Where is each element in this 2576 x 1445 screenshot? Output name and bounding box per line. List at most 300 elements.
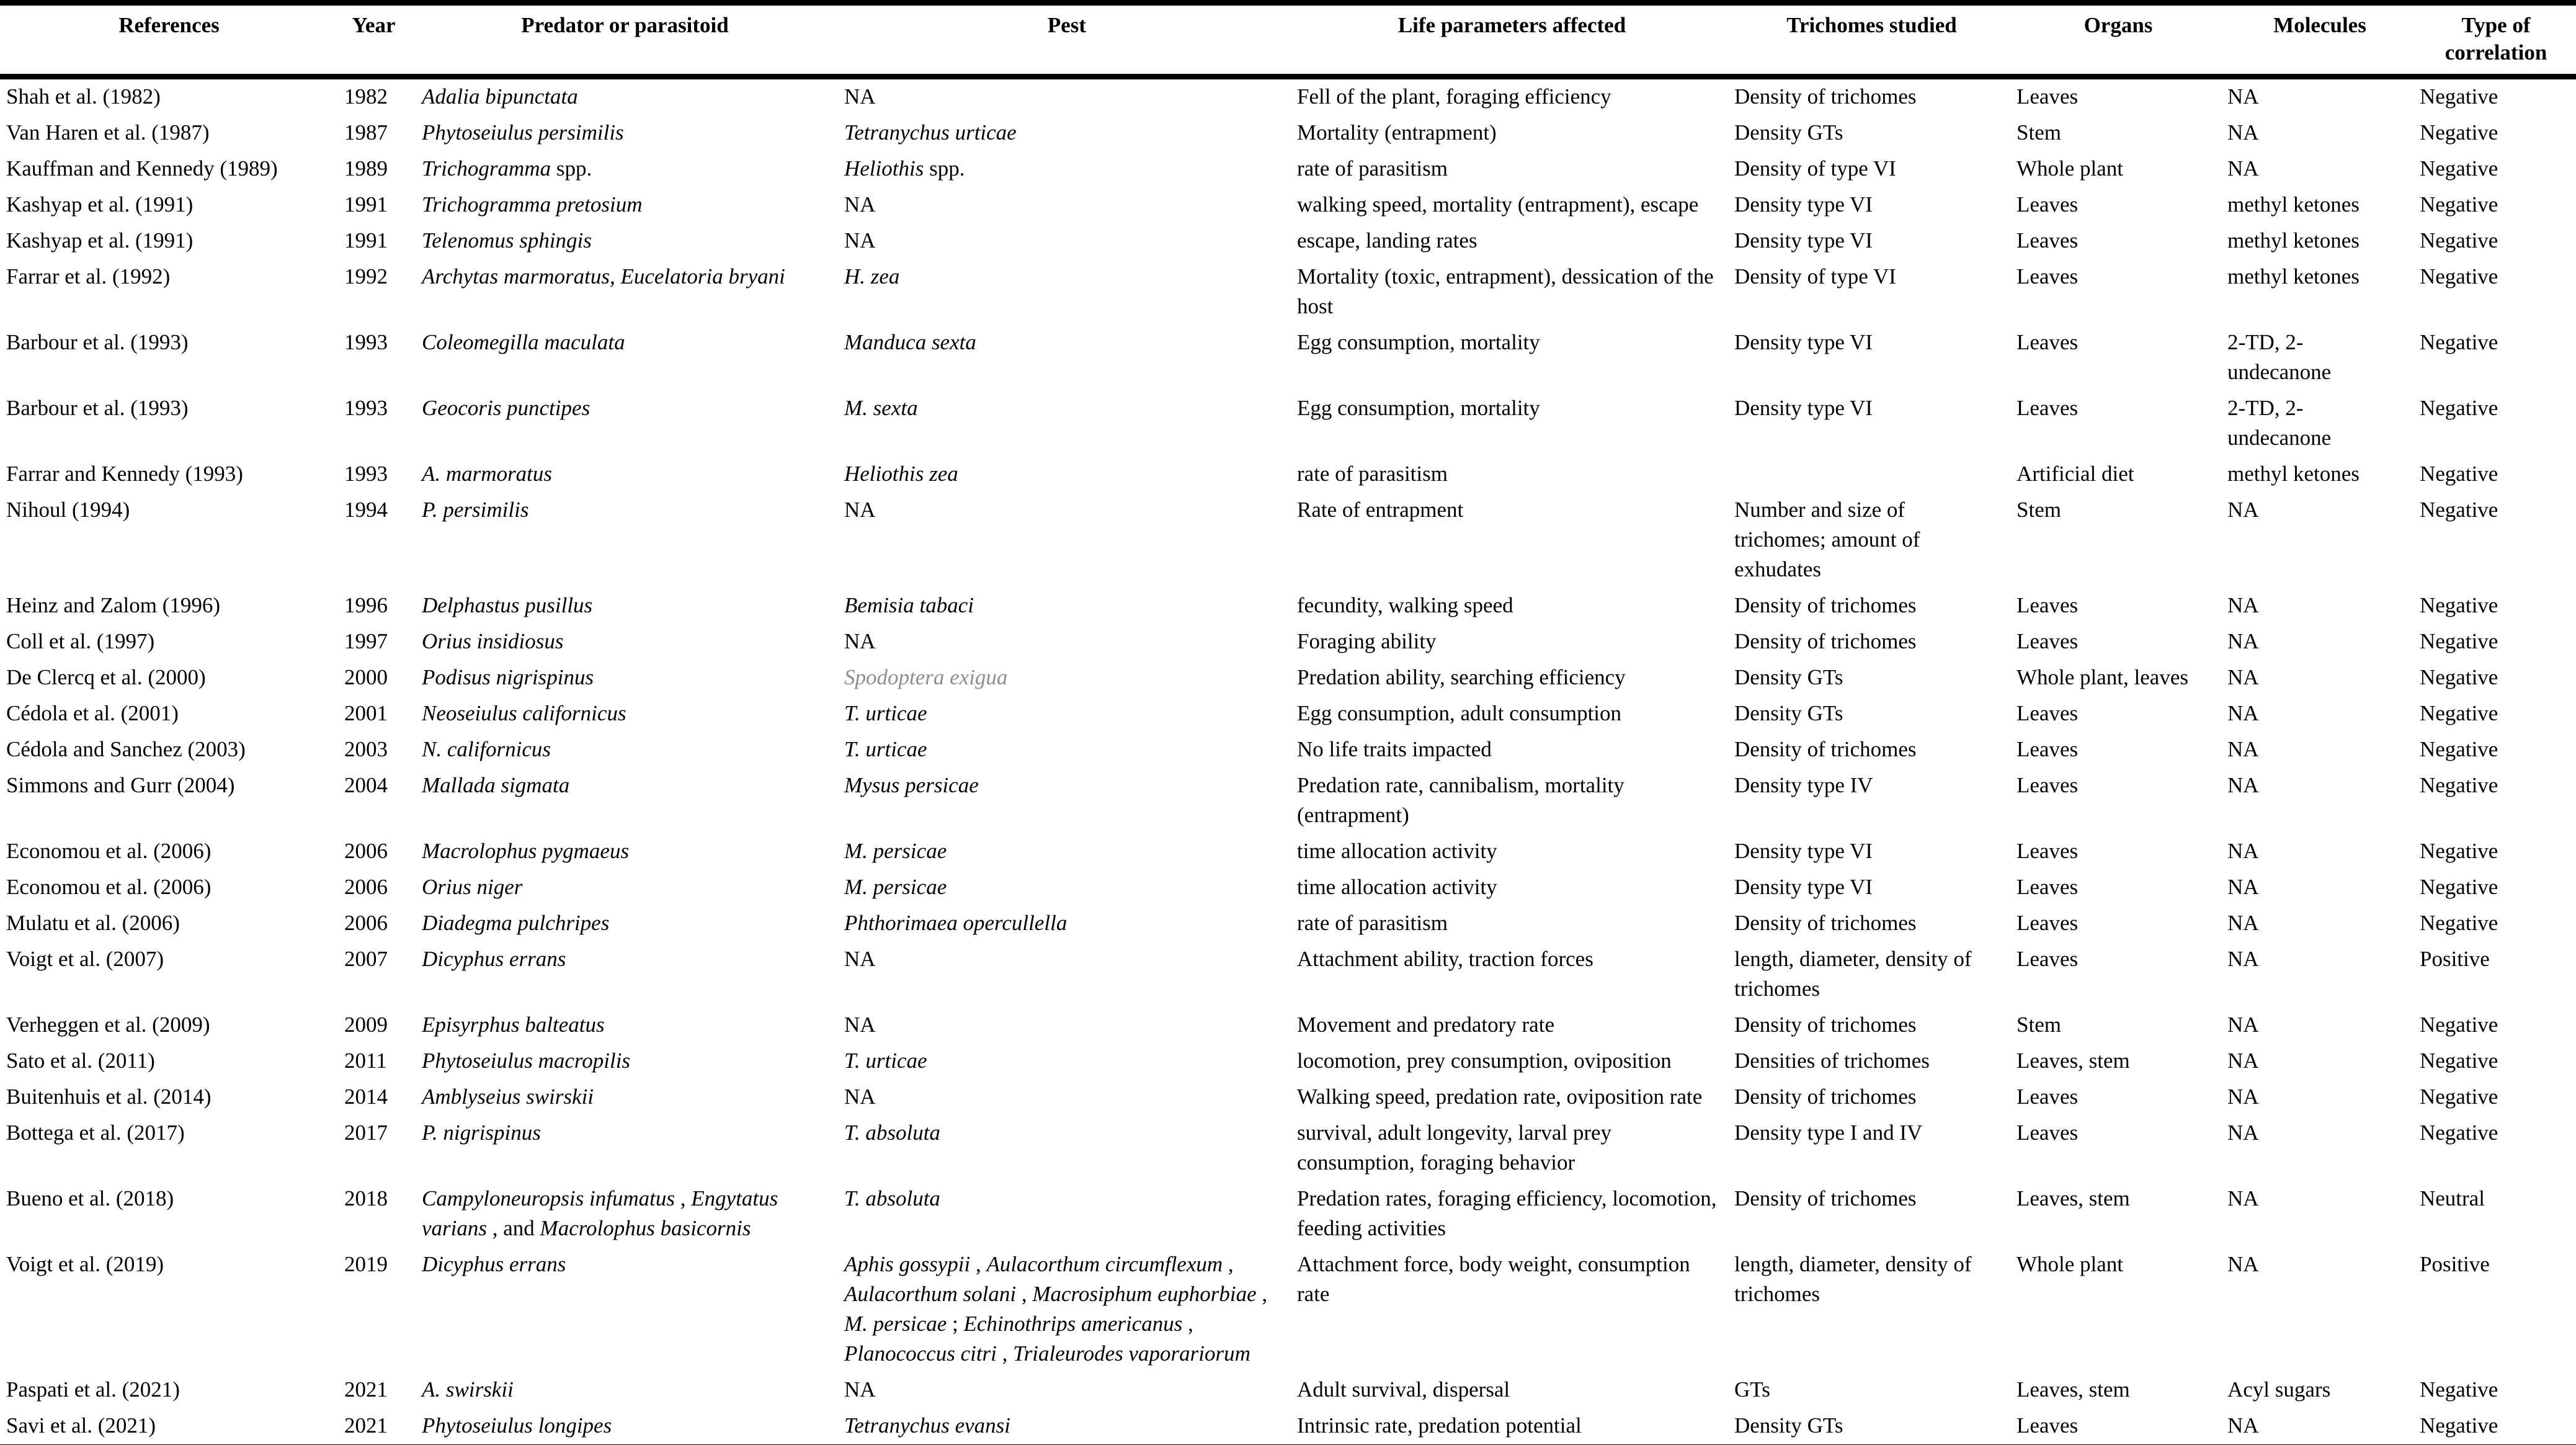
cell-molecules: NA xyxy=(2227,120,2259,145)
table-body xyxy=(0,77,2576,1445)
cell-year: 2018 xyxy=(344,1186,388,1210)
species-name: Heliothis zea xyxy=(844,462,958,486)
cell-year: 1989 xyxy=(344,156,388,181)
cell-life: Mortality (entrapment) xyxy=(1297,120,1497,145)
cell-life: No life traits impacted xyxy=(1297,737,1492,761)
cell-molecules: methyl ketones xyxy=(2227,192,2360,217)
species-name: Orius insidiosus xyxy=(422,629,564,653)
table-row xyxy=(0,906,2576,942)
cell-molecules: methyl ketones xyxy=(2227,264,2360,289)
cell-pest xyxy=(840,115,1293,151)
cell-predator xyxy=(409,115,840,151)
cell-organs: Leaves xyxy=(2017,84,2079,109)
cell-predator xyxy=(409,1008,840,1044)
column-header-year: Year xyxy=(352,13,396,37)
species-name: P. nigrispinus xyxy=(422,1121,541,1145)
cell-life: Mortality (toxic, entrapment), dessication of the host xyxy=(1297,264,1714,318)
cell-organs: Whole plant, leaves xyxy=(2017,665,2188,689)
table-row xyxy=(0,1408,2576,1445)
cell-correlation: Negative xyxy=(2420,1085,2498,1109)
cell-organs: Artificial diet xyxy=(2017,462,2134,486)
cell-pest xyxy=(840,77,1293,116)
cell-organs: Leaves xyxy=(2017,737,2079,761)
cell-life: Attachment ability, traction forces xyxy=(1297,947,1593,971)
cell-pest xyxy=(840,624,1293,660)
cell-organs: Leaves xyxy=(2017,629,2079,653)
cell-organs: Leaves xyxy=(2017,396,2079,420)
cell-molecules: NA xyxy=(2227,1121,2259,1145)
species-name: Amblyseius swirskii xyxy=(422,1085,594,1109)
cell-trichomes: Density of trichomes xyxy=(1734,593,1917,617)
cell-pest xyxy=(840,151,1293,187)
cell-pest xyxy=(840,493,1293,588)
cell-text: , xyxy=(996,1341,1014,1366)
cell-reference: Barbour et al. (1993) xyxy=(6,396,189,420)
cell-reference: De Clercq et al. (2000) xyxy=(6,665,206,689)
cell-molecules: NA xyxy=(2227,737,2259,761)
cell-pest xyxy=(840,942,1293,1008)
cell-text: NA xyxy=(844,498,876,522)
cell-pest xyxy=(840,187,1293,223)
cell-life: Movement and predatory rate xyxy=(1297,1013,1554,1037)
cell-text: NA xyxy=(844,1085,876,1109)
cell-organs: Leaves xyxy=(2017,1413,2079,1438)
cell-predator xyxy=(409,624,840,660)
column-header-molecules: Molecules xyxy=(2273,13,2366,37)
cell-life: survival, adult longevity, larval prey consumption, foraging behavior xyxy=(1297,1121,1612,1174)
cell-pest xyxy=(840,223,1293,259)
cell-year: 2017 xyxy=(344,1121,388,1145)
cell-organs: Stem xyxy=(2017,120,2061,145)
cell-pest xyxy=(840,906,1293,942)
cell-reference: Farrar et al. (1992) xyxy=(6,264,171,289)
species-name: Bemisia tabaci xyxy=(844,593,974,617)
cell-organs: Leaves xyxy=(2017,947,2079,971)
cell-organs: Leaves, stem xyxy=(2017,1186,2130,1210)
species-name: Podisus nigrispinus xyxy=(422,665,594,689)
cell-reference: Verheggen et al. (2009) xyxy=(6,1013,210,1037)
cell-reference: Bottega et al. (2017) xyxy=(6,1121,185,1145)
cell-predator xyxy=(409,870,840,906)
cell-predator xyxy=(409,77,840,116)
cell-life: Fell of the plant, foraging efficiency xyxy=(1297,84,1611,109)
cell-year: 2019 xyxy=(344,1252,388,1276)
table-row xyxy=(0,768,2576,834)
species-name: Campyloneuropsis infumatus xyxy=(422,1186,675,1210)
species-name: Tetranychus urticae xyxy=(844,120,1017,145)
cell-year: 1987 xyxy=(344,120,388,145)
species-name: H. zea xyxy=(844,264,900,289)
column-header-trichomes: Trichomes studied xyxy=(1786,13,1957,37)
species-name: M. persicae xyxy=(844,1312,947,1336)
cell-predator xyxy=(409,493,840,588)
table-row xyxy=(0,223,2576,259)
cell-molecules: NA xyxy=(2227,839,2259,863)
species-name: Dicyphus errans xyxy=(422,1252,566,1276)
table-row xyxy=(0,259,2576,325)
cell-life: Rate of entrapment xyxy=(1297,498,1464,522)
cell-trichomes: Density GTs xyxy=(1734,120,1843,145)
cell-text: NA xyxy=(844,84,876,109)
cell-pest xyxy=(840,1044,1293,1080)
cell-life: Intrinsic rate, predation potential xyxy=(1297,1413,1582,1438)
species-name: Trialeurodes vaporariorum xyxy=(1013,1341,1250,1366)
species-name: Phytoseiulus macropilis xyxy=(422,1049,631,1073)
header-row xyxy=(0,3,2576,77)
cell-correlation: Negative xyxy=(2420,701,2498,725)
cell-trichomes: Density of trichomes xyxy=(1734,1013,1917,1037)
cell-life: walking speed, mortality (entrapment), escape xyxy=(1297,192,1699,217)
cell-year: 1991 xyxy=(344,192,388,217)
cell-molecules: NA xyxy=(2227,629,2259,653)
cell-year: 2004 xyxy=(344,773,388,797)
table-row xyxy=(0,1008,2576,1044)
cell-year: 2011 xyxy=(344,1049,387,1073)
cell-pest xyxy=(840,1408,1293,1445)
cell-pest xyxy=(840,834,1293,870)
cell-organs: Leaves, stem xyxy=(2017,1049,2130,1073)
cell-correlation: Negative xyxy=(2420,1377,2498,1402)
cell-molecules: 2-TD, 2-undecanone xyxy=(2227,330,2332,384)
cell-life: rate of parasitism xyxy=(1297,462,1448,486)
cell-correlation: Negative xyxy=(2420,156,2498,181)
cell-molecules: 2-TD, 2-undecanone xyxy=(2227,396,2332,450)
table-row xyxy=(0,1080,2576,1116)
cell-organs: Whole plant xyxy=(2017,156,2124,181)
species-name: Aphis gossypii xyxy=(844,1252,971,1276)
table-row xyxy=(0,325,2576,391)
cell-molecules: NA xyxy=(2227,875,2259,899)
species-name: Adalia bipunctata xyxy=(422,84,578,109)
cell-reference: Simmons and Gurr (2004) xyxy=(6,773,235,797)
cell-organs: Leaves xyxy=(2017,839,2079,863)
cell-molecules: methyl ketones xyxy=(2227,462,2360,486)
cell-correlation: Negative xyxy=(2420,228,2498,253)
species-name: A. marmoratus xyxy=(422,462,553,486)
cell-pest xyxy=(840,325,1293,391)
cell-trichomes: Density type VI xyxy=(1734,192,1873,217)
cell-life: fecundity, walking speed xyxy=(1297,593,1513,617)
species-name: Tetranychus evansi xyxy=(844,1413,1010,1438)
cell-trichomes: Density type VI xyxy=(1734,330,1873,354)
cell-year: 1991 xyxy=(344,228,388,253)
cell-trichomes: Density GTs xyxy=(1734,1413,1843,1438)
cell-text: , and xyxy=(487,1216,540,1240)
cell-predator xyxy=(409,187,840,223)
cell-predator xyxy=(409,1408,840,1445)
cell-molecules: NA xyxy=(2227,665,2259,689)
cell-text: NA xyxy=(844,228,876,253)
cell-organs: Leaves xyxy=(2017,701,2079,725)
species-name: T. urticae xyxy=(844,1049,927,1073)
cell-correlation: Negative xyxy=(2420,192,2498,217)
cell-pest xyxy=(840,660,1293,696)
cell-year: 1982 xyxy=(344,84,388,109)
cell-text: , xyxy=(675,1186,692,1210)
cell-trichomes: length, diameter, density of trichomes xyxy=(1734,1252,1972,1306)
cell-molecules: NA xyxy=(2227,701,2259,725)
species-name: Manduca sexta xyxy=(844,330,976,354)
cell-reference: Buitenhuis et al. (2014) xyxy=(6,1085,212,1109)
cell-correlation: Neutral xyxy=(2420,1186,2485,1210)
cell-year: 2006 xyxy=(344,839,388,863)
species-name: M. persicae xyxy=(844,839,947,863)
cell-predator xyxy=(409,588,840,624)
cell-year: 2007 xyxy=(344,947,388,971)
cell-life: rate of parasitism xyxy=(1297,911,1448,935)
cell-pest xyxy=(840,696,1293,732)
cell-correlation: Negative xyxy=(2420,1413,2498,1438)
species-name: Echinothrips americanus xyxy=(963,1312,1183,1336)
cell-trichomes: Density of trichomes xyxy=(1734,1085,1917,1109)
cell-reference: Sato et al. (2011) xyxy=(6,1049,155,1073)
cell-text: spp. xyxy=(924,156,965,181)
table-row xyxy=(0,1372,2576,1408)
cell-text: NA xyxy=(844,1013,876,1037)
cell-text: NA xyxy=(844,629,876,653)
species-name: Neoseiulus californicus xyxy=(422,701,626,725)
cell-pest xyxy=(840,1008,1293,1044)
cell-pest xyxy=(840,1080,1293,1116)
cell-trichomes: Density of trichomes xyxy=(1734,737,1917,761)
species-name: Coleomegilla maculata xyxy=(422,330,625,354)
cell-predator xyxy=(409,906,840,942)
cell-life: time allocation activity xyxy=(1297,875,1497,899)
cell-correlation: Negative xyxy=(2420,498,2498,522)
table-row xyxy=(0,1044,2576,1080)
cell-reference: Heinz and Zalom (1996) xyxy=(6,593,221,617)
cell-predator xyxy=(409,1044,840,1080)
cell-pest xyxy=(840,1372,1293,1408)
cell-reference: Cédola et al. (2001) xyxy=(6,701,179,725)
cell-trichomes: GTs xyxy=(1734,1377,1770,1402)
cell-trichomes: Density type VI xyxy=(1734,875,1873,899)
cell-predator xyxy=(409,834,840,870)
species-name: A. swirskii xyxy=(422,1377,514,1402)
cell-life: rate of parasitism xyxy=(1297,156,1448,181)
cell-trichomes: Density of trichomes xyxy=(1734,84,1917,109)
cell-life: Egg consumption, mortality xyxy=(1297,330,1540,354)
species-name: Phytoseiulus longipes xyxy=(422,1413,612,1438)
cell-predator xyxy=(409,1080,840,1116)
cell-year: 1997 xyxy=(344,629,388,653)
table-row xyxy=(0,187,2576,223)
cell-molecules: NA xyxy=(2227,911,2259,935)
cell-correlation: Positive xyxy=(2420,1252,2490,1276)
cell-predator xyxy=(409,259,840,325)
species-name: Orius niger xyxy=(422,875,523,899)
species-name: Delphastus pusillus xyxy=(422,593,593,617)
cell-trichomes: Density of trichomes xyxy=(1734,911,1917,935)
species-name: Aulacorthum circumflexum xyxy=(986,1252,1223,1276)
cell-pest xyxy=(840,732,1293,768)
cell-organs: Leaves xyxy=(2017,773,2079,797)
cell-correlation: Negative xyxy=(2420,773,2498,797)
cell-correlation: Negative xyxy=(2420,737,2498,761)
cell-organs: Leaves xyxy=(2017,593,2079,617)
cell-molecules: NA xyxy=(2227,1013,2259,1037)
cell-text: , xyxy=(1016,1282,1033,1306)
cell-year: 1994 xyxy=(344,498,388,522)
species-name: M. sexta xyxy=(844,396,918,420)
cell-organs: Leaves xyxy=(2017,875,2079,899)
table-row xyxy=(0,115,2576,151)
cell-trichomes: Density type VI xyxy=(1734,839,1873,863)
species-name: P. persimilis xyxy=(422,498,529,522)
cell-year: 1993 xyxy=(344,396,388,420)
cell-trichomes: Density of trichomes xyxy=(1734,629,1917,653)
cell-reference: Cédola and Sanchez (2003) xyxy=(6,737,246,761)
table-row xyxy=(0,870,2576,906)
species-name: Dicyphus errans xyxy=(422,947,566,971)
table-row xyxy=(0,834,2576,870)
cell-year: 2003 xyxy=(344,737,388,761)
cell-trichomes: Density type VI xyxy=(1734,396,1873,420)
species-name: T. urticae xyxy=(844,701,927,725)
cell-molecules: NA xyxy=(2227,773,2259,797)
cell-year: 2021 xyxy=(344,1413,388,1438)
cell-predator xyxy=(409,325,840,391)
cell-life: Predation rate, cannibalism, mortality (entrapment) xyxy=(1297,773,1624,827)
species-name: Spodoptera exigua xyxy=(844,665,1008,689)
cell-molecules: NA xyxy=(2227,1186,2259,1210)
table-row xyxy=(0,732,2576,768)
table-row xyxy=(0,696,2576,732)
cell-correlation: Negative xyxy=(2420,1049,2498,1073)
cell-organs: Leaves xyxy=(2017,264,2079,289)
cell-predator xyxy=(409,732,840,768)
species-name: Aulacorthum solani xyxy=(844,1282,1017,1306)
cell-text: , xyxy=(1182,1312,1193,1336)
table-row xyxy=(0,151,2576,187)
cell-year: 2001 xyxy=(344,701,388,725)
cell-correlation: Negative xyxy=(2420,1121,2498,1145)
cell-reference: Paspati et al. (2021) xyxy=(6,1377,180,1402)
table-row xyxy=(0,942,2576,1008)
species-name: T. urticae xyxy=(844,737,927,761)
species-name: M. persicae xyxy=(844,875,947,899)
cell-text: , xyxy=(1223,1252,1234,1276)
cell-reference: Nihoul (1994) xyxy=(6,498,130,522)
cell-reference: Savi et al. (2021) xyxy=(6,1413,156,1438)
cell-trichomes: Density type VI xyxy=(1734,228,1873,253)
cell-correlation: Negative xyxy=(2420,1013,2498,1037)
cell-year: 1992 xyxy=(344,264,388,289)
cell-molecules: NA xyxy=(2227,1413,2259,1438)
cell-organs: Leaves xyxy=(2017,192,2079,217)
cell-reference: Voigt et al. (2007) xyxy=(6,947,164,971)
species-name: Mallada sigmata xyxy=(422,773,570,797)
column-header-life: Life parameters affected xyxy=(1397,13,1626,37)
cell-life: Egg consumption, adult consumption xyxy=(1297,701,1622,725)
cell-organs: Leaves, stem xyxy=(2017,1377,2130,1402)
cell-molecules: NA xyxy=(2227,947,2259,971)
cell-life: Predation rates, foraging efficiency, locomotion, feeding activities xyxy=(1297,1186,1717,1240)
cell-correlation: Negative xyxy=(2420,839,2498,863)
cell-trichomes: Density of type VI xyxy=(1734,156,1896,181)
cell-correlation: Negative xyxy=(2420,120,2498,145)
cell-predator xyxy=(409,1247,840,1372)
column-header-reference: References xyxy=(118,13,220,37)
species-name: Macrolophus pygmaeus xyxy=(422,839,630,863)
cell-correlation: Negative xyxy=(2420,629,2498,653)
cell-predator xyxy=(409,151,840,187)
cell-reference: Shah et al. (1982) xyxy=(6,84,161,109)
cell-correlation: Negative xyxy=(2420,330,2498,354)
species-name: Engytatus varians xyxy=(422,1186,778,1240)
table-header xyxy=(0,3,2576,77)
cell-predator xyxy=(409,1372,840,1408)
cell-trichomes: Density GTs xyxy=(1734,665,1843,689)
cell-molecules: NA xyxy=(2227,84,2259,109)
table-row xyxy=(0,493,2576,588)
species-name: Geocoris punctipes xyxy=(422,396,591,420)
species-name: Telenomus sphingis xyxy=(422,228,592,253)
species-name: Trichogramma pretosium xyxy=(422,192,643,217)
table-row xyxy=(0,588,2576,624)
column-header-organs: Organs xyxy=(2084,13,2153,37)
cell-pest xyxy=(840,870,1293,906)
species-name: Planococcus citri xyxy=(844,1341,997,1366)
cell-life: time allocation activity xyxy=(1297,839,1497,863)
species-name: Trichogramma xyxy=(422,156,551,181)
cell-molecules: NA xyxy=(2227,156,2259,181)
cell-molecules: methyl ketones xyxy=(2227,228,2360,253)
cell-organs: Leaves xyxy=(2017,1085,2079,1109)
cell-predator xyxy=(409,696,840,732)
cell-trichomes: Number and size of trichomes; amount of exhudates xyxy=(1734,498,1920,581)
cell-year: 2000 xyxy=(344,665,388,689)
cell-year: 2006 xyxy=(344,911,388,935)
cell-text: , xyxy=(970,1252,987,1276)
species-name: Heliothis xyxy=(844,156,924,181)
cell-trichomes: length, diameter, density of trichomes xyxy=(1734,947,1972,1001)
cell-trichomes: Density GTs xyxy=(1734,701,1843,725)
cell-pest xyxy=(840,457,1293,493)
cell-molecules: NA xyxy=(2227,1049,2259,1073)
cell-life: Walking speed, predation rate, oviposition rate xyxy=(1297,1085,1703,1109)
cell-year: 1993 xyxy=(344,462,388,486)
cell-pest xyxy=(840,768,1293,834)
cell-reference: Bueno et al. (2018) xyxy=(6,1186,174,1210)
cell-life: escape, landing rates xyxy=(1297,228,1477,253)
species-name: T. absoluta xyxy=(844,1186,940,1210)
cell-reference: Kashyap et al. (1991) xyxy=(6,228,194,253)
cell-pest xyxy=(840,1247,1293,1372)
cell-predator xyxy=(409,1116,840,1181)
cell-reference: Mulatu et al. (2006) xyxy=(6,911,180,935)
cell-text: spp. xyxy=(551,156,592,181)
species-name: Mysus persicae xyxy=(844,773,979,797)
cell-molecules: NA xyxy=(2227,593,2259,617)
cell-predator xyxy=(409,942,840,1008)
cell-pest xyxy=(840,1116,1293,1181)
species-name: Macrolophus basicornis xyxy=(540,1216,751,1240)
cell-text: NA xyxy=(844,947,876,971)
cell-molecules: NA xyxy=(2227,1252,2259,1276)
cell-trichomes xyxy=(1731,457,2013,493)
cell-predator xyxy=(409,391,840,457)
cell-year: 2006 xyxy=(344,875,388,899)
cell-organs: Leaves xyxy=(2017,911,2079,935)
table-row xyxy=(0,77,2576,116)
cell-year: 2009 xyxy=(344,1013,388,1037)
cell-reference: Van Haren et al. (1987) xyxy=(6,120,210,145)
cell-life: Predation ability, searching efficiency xyxy=(1297,665,1626,689)
column-header-correlation: Type of correlation xyxy=(2445,13,2547,65)
cell-molecules: Acyl sugars xyxy=(2227,1377,2331,1402)
cell-correlation: Negative xyxy=(2420,665,2498,689)
